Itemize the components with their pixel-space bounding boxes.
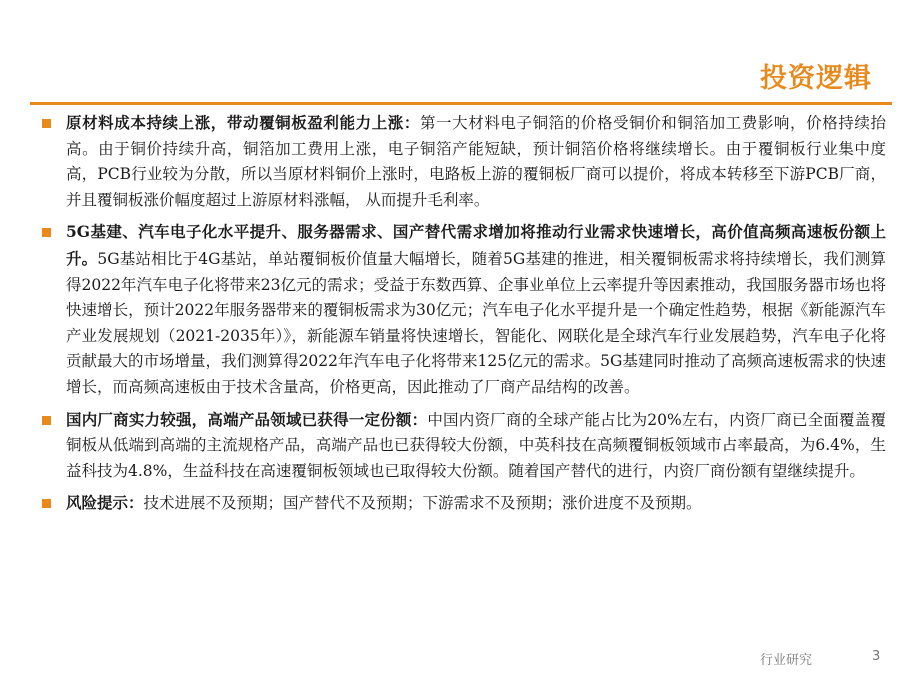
paragraph-domestic-vendors [36, 407, 886, 485]
paragraph-lead: 风险提示： [66, 493, 144, 513]
paragraph-lead: 国内厂商实力较强，高端产品领域已获得一定份额： [66, 409, 428, 429]
paragraph-lead: 5G基建、汽车电子化水平提升、服务器需求、国产替代需求增加将推动行业需求快速增长，高价值高频高速板份额上升。 [66, 222, 886, 268]
paragraph-body: 技术进展不及预期；国产替代不及预期；下游需求不及预期；涨价进度不及预期。 [143, 494, 702, 513]
paragraph-body: 第一大材料电子铜箔的价格受铜价和铜箔加工费影响，价格持续抬高。由于铜价持续升高，铜箔加工费用上涨，电子铜箔产能短缺，预计铜箔价格将继续增长。由于覆铜板行业集中度高，PCB行业较为分散，所以当原材料铜价上涨时，电路板上游的覆铜板厂商可以提价，将成本转移至下游PCB厂商，并且覆铜板涨价幅度超过上游原材料涨幅， 从而提升毛利率。 [66, 114, 886, 209]
paragraph-demand-growth [36, 219, 886, 400]
page-number: 3 [872, 649, 881, 664]
paragraph-body: 中国内资厂商的全球产能占比为20%左右，内资厂商已全面覆盖覆铜板从低端到高端的主流规格产品，高端产品也已获得较大份额，中英科技在高频覆铜板领域市占率最高，为6.4%，生益科技为4.8%，生益科技在高速覆铜板领域也已取得较大份额。随着国产替代的进行，内资厂商份额有望继续提升。 [66, 410, 886, 480]
paragraph-lead: 原材料成本持续上涨，带动覆铜板盈利能力上涨： [66, 113, 420, 132]
paragraph-body: 5G基站相比于4G基站，单站覆铜板价值量大幅增长，随着5G基建的推进，相关覆铜板需求将持续增长，我们测算得2022年汽车电子化将带来23亿元的需求；受益于东数西算、企事业单位上云率提升等因素推动，我国服务器市场也将快速增长，预计2022年服务器带来的覆铜板需求为30亿元；汽车电子化水平提升是一个确定性趋势，根据《新能源汽车产业发展规划（2021-2035年）》，新能源车销量将快速增长，智能化、网联化是全球汽车行业发展趋势，汽车电子化将贡献最大的市场增量，我们测算得2022年汽车电子化将带来125亿元的需求。5G基建同时推动了高频高速板需求的快速增长，而高频高速板由于技术含量高，价格更高，因此推动了厂商产品结构的改善。 [66, 249, 886, 396]
footer-label: 行业研究 [760, 653, 813, 668]
title-divider [30, 102, 892, 105]
square-bullet-icon [42, 228, 51, 237]
square-bullet-icon [42, 119, 51, 128]
square-bullet-icon [42, 416, 51, 425]
paragraph-raw-material [36, 110, 886, 213]
paragraph-risk [36, 490, 886, 517]
content-area [36, 110, 886, 523]
page-title: 投资逻辑 [760, 63, 872, 94]
square-bullet-icon [42, 499, 51, 508]
